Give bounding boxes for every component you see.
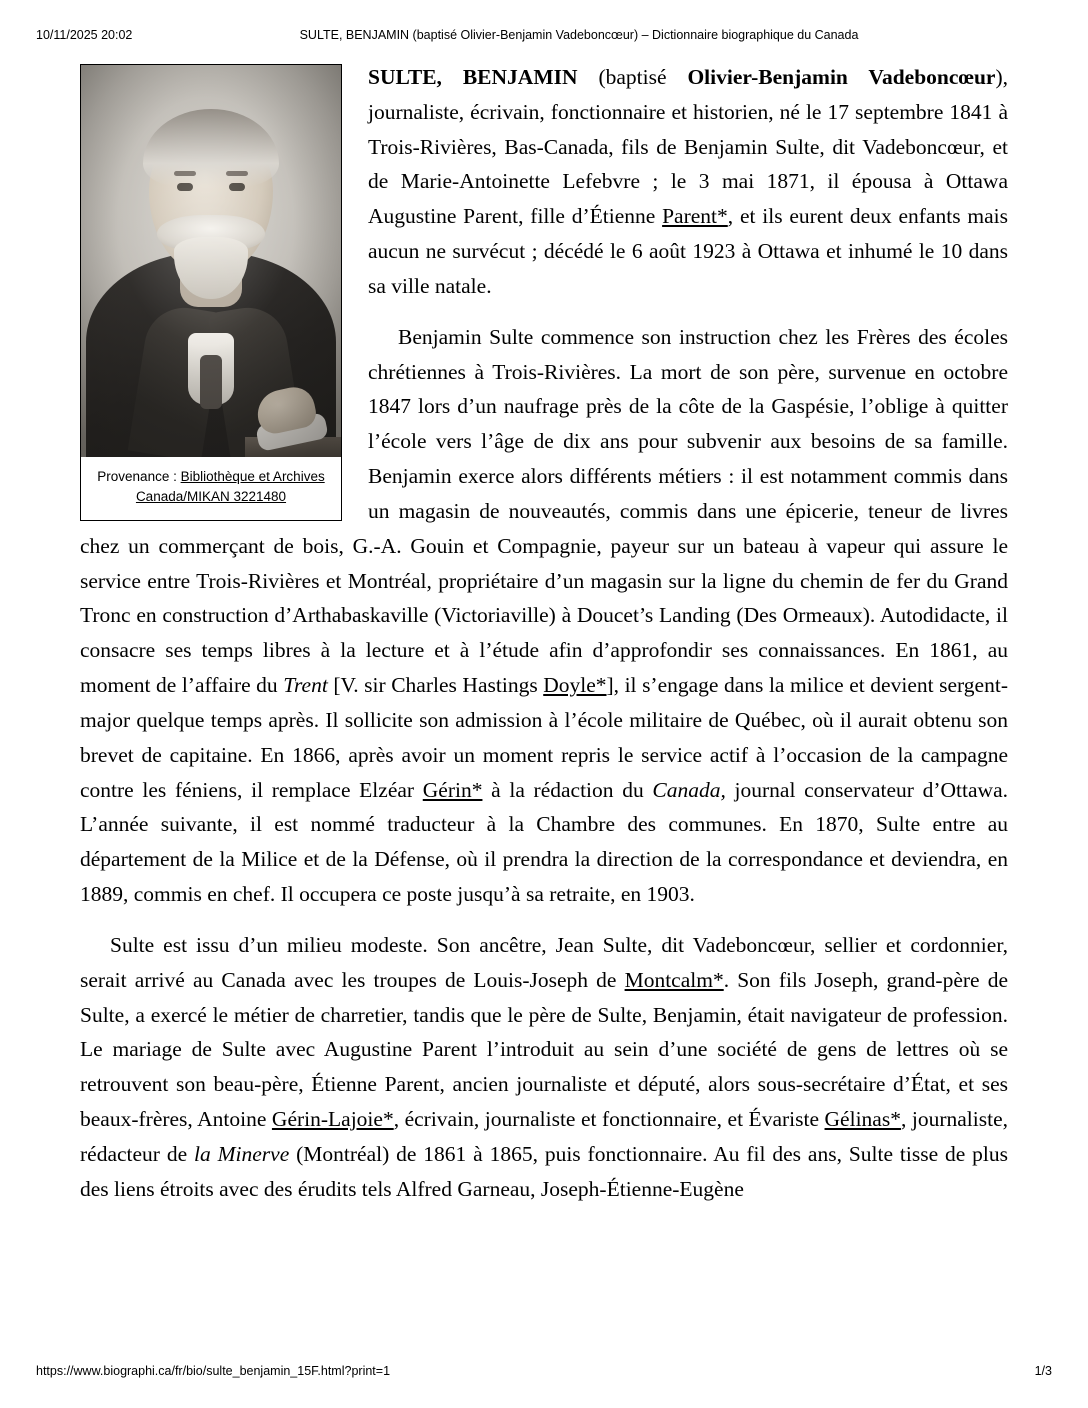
caption-label: Provenance :: [97, 469, 177, 484]
portrait-figure: [80, 64, 342, 521]
link-montcalm[interactable]: Montcalm*: [624, 967, 724, 992]
p3-text-3: , écrivain, journaliste et fonctionnaire, et Évariste: [393, 1107, 825, 1132]
link-gerin[interactable]: Gérin*: [422, 777, 483, 802]
link-gelinas[interactable]: Gélinas*: [824, 1107, 901, 1132]
print-date: 10/11/2025 20:02: [36, 28, 133, 42]
p3-italic-minerve: la Minerve: [194, 1141, 290, 1166]
page-number: 1/3: [1034, 1364, 1052, 1378]
print-url: https://www.biographi.ca/fr/bio/sulte_benjamin_15F.html?print=1: [36, 1364, 391, 1378]
lead-text-2: , et ils eurent deux enfants mais aucun ne survécut ; décédé le 6 août 1923 à Ottawa et inhumé le 10 dans sa ville natale.: [368, 204, 1008, 298]
p3-text-5: (Montréal) de 1861 à 1865, puis fonctionnaire. Au fil des ans, Sulte tisse de plus des liens étroits avec des érudits tels Alfred Garneau, Joseph-Étienne-Eugène: [80, 1141, 1008, 1201]
p2-text-4: à la rédaction du: [482, 777, 653, 802]
p2-italic-trent: Trent: [283, 673, 328, 698]
portrait-vignette: [81, 65, 341, 457]
p2-italic-canada: Canada,: [652, 777, 726, 802]
lead-baptise-text: (baptisé: [577, 65, 688, 89]
p2-text-3: ], il s’engage dans la milice et devient sergent-major quelque temps après. Il sollicite son admission à l’école militaire de Québec, où il aurait obtenu son brevet de capitaine. En 1866, après avoir un moment repris le service actif à l’occasion de la campagne contre les féniens, il remplace Elzéar: [80, 673, 1008, 802]
p3-text-1: Sulte est issu d’un milieu modeste. Son ancêtre, Jean Sulte, dit Vadeboncœur, sellier et cordonnier, serait arrivé au Canada avec les troupes de Louis-Joseph de: [80, 932, 1008, 992]
p3-text-2: . Son fils Joseph, grand-père de Sulte, a exercé le métier de charretier, tandis que le père de Sulte, Benjamin, était navigateur de profession. Le mariage de Sulte avec Augustine Parent l’introduit au sein d’une société de gens de lettres où se retrouvent son beau-père, Étienne Parent, ancien journaliste et député, alors sous-secrétaire d’État, et ses beaux-frères, Antoine: [80, 967, 1008, 1132]
link-parent[interactable]: Parent*: [662, 204, 728, 229]
subject-name: SULTE, BENJAMIN: [368, 65, 578, 89]
link-gerin-lajoie[interactable]: Gérin-Lajoie*: [271, 1107, 394, 1132]
lead-text-1: ), journaliste, écrivain, fonctionnaire et historien, né le 17 septembre 1841 à Trois-Rivières, Bas-Canada, fils de Benjamin Sulte, dit Vadeboncœur, et de Marie-Antoinette Lefebvre ; le 3 mai 1871, il épousa à Ottawa Augustine Parent, fille d’Étienne: [368, 65, 1008, 229]
p2-text-1: Benjamin Sulte commence son instruction chez les Frères des écoles chrétiennes à Trois-Rivières. La mort de son père, survenue en octobre 1847 lors d’un naufrage près de la côte de la Gaspésie, l’oblige à quitter l’école vers l’âge de dix ans pour subvenir aux besoins de sa famille. Benjamin exerce alors différents métiers : il est notamment commis dans un magasin de nouveautés, commis dans une épicerie, teneur de livres chez un commerçant de bois, G.-A. Gouin et Compagnie, payeur sur un bateau à vapeur qui assure le service entre Trois-Rivières et Montréal, propriétaire d’un magasin sur la ligne du chemin de fer du Grand Tronc en construction d’Arthabaskaville (Victoriaville) à Doucet’s Landing (Des Ormeaux). Autodidacte, il consacre ses temps libres à la lecture et à l’étude afin d’approfondir ses connaissances. En 1861, au moment de l’affaire du: [80, 324, 1008, 698]
portrait-caption: [81, 457, 341, 520]
print-footer: [36, 1362, 1052, 1380]
p3-text-4: , journaliste, rédacteur de: [80, 1107, 1008, 1166]
caption-source-link[interactable]: Bibliothèque et Archives Canada/MIKAN 3221480: [135, 469, 325, 505]
portrait-photo: [81, 65, 341, 457]
print-title: SULTE, BENJAMIN (baptisé Olivier-Benjamin Vadeboncœur) – Dictionnaire biographique du Canada: [299, 28, 859, 42]
link-doyle[interactable]: Doyle*: [543, 673, 607, 698]
article-content: [80, 60, 1008, 1223]
p2-text-2: [V. sir Charles Hastings: [327, 673, 544, 698]
article-paragraph-3: [80, 928, 1008, 1207]
p2-text-5: journal conservateur d’Ottawa. L’année suivante, il est nommé traducteur à la Chambre des communes. En 1870, Sulte entre au département de la Milice et de la Défense, où il prendra la direction de la correspondance et deviendra, en 1889, commis en chef. Il occupera ce poste jusqu’à sa retraite, en 1903.: [80, 777, 1008, 907]
subject-alt-name: Olivier-Benjamin Vadeboncœur: [687, 65, 996, 89]
print-header: [36, 28, 1052, 46]
